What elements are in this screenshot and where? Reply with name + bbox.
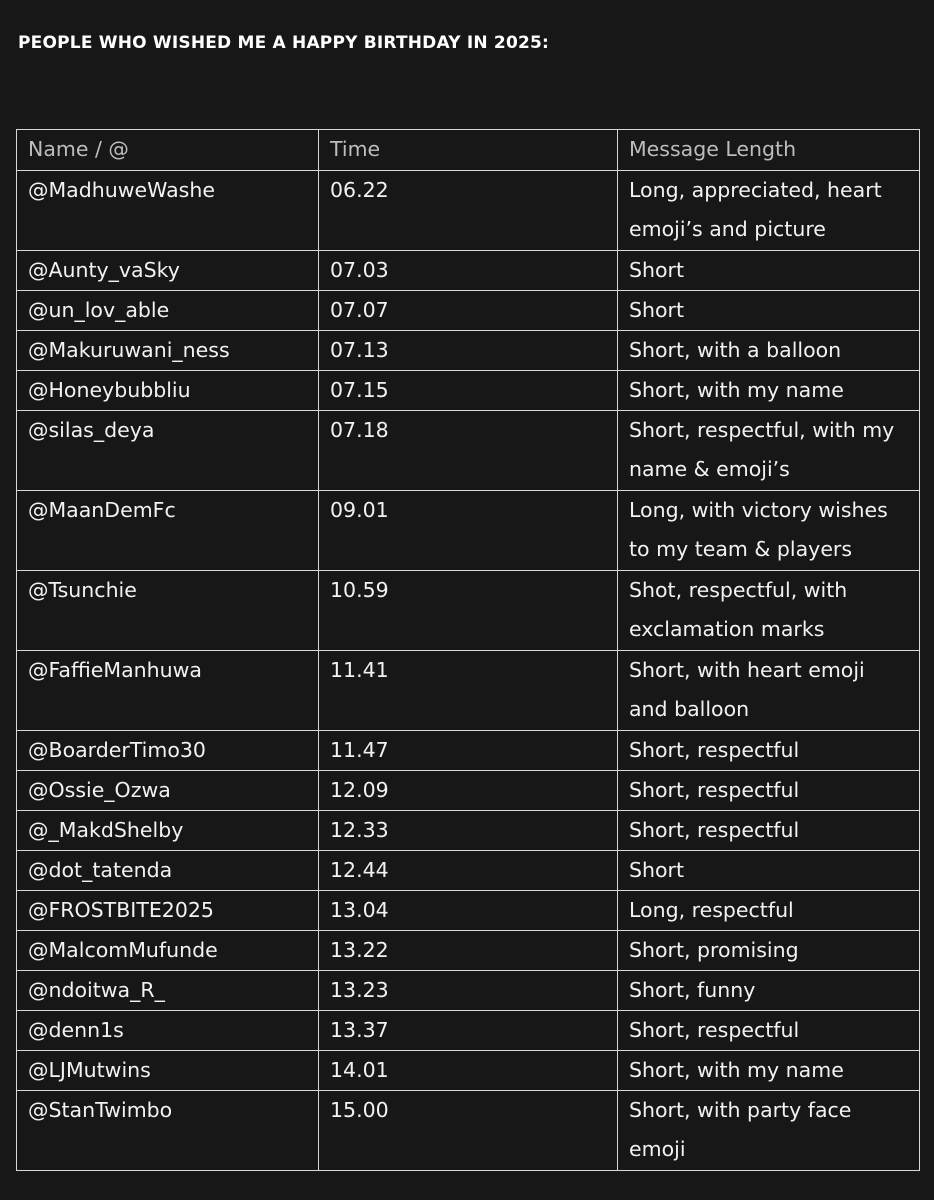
cell-message-length: Short, funny (618, 971, 920, 1011)
cell-message-length: Short, promising (618, 931, 920, 971)
cell-time: 07.07 (319, 291, 618, 331)
cell-message-length: Short, respectful (618, 1011, 920, 1051)
cell-message-length: Short, with a balloon (618, 331, 920, 371)
cell-message-length: Short, respectful (618, 771, 920, 811)
cell-message-length: Long, appreciated, heart emoji’s and picture (618, 171, 920, 251)
table-row (17, 571, 920, 651)
cell-time: 13.22 (319, 931, 618, 971)
cell-message-length: Long, with victory wishes to my team & players (618, 491, 920, 571)
cell-time: 06.22 (319, 171, 618, 251)
table-header-row (17, 130, 920, 171)
cell-name: @Ossie_Ozwa (17, 771, 319, 811)
cell-message-length: Short, with heart emoji and balloon (618, 651, 920, 731)
cell-message-length: Short (618, 251, 920, 291)
table-row (17, 491, 920, 571)
cell-message-length: Short, respectful (618, 811, 920, 851)
cell-name: @MalcomMufunde (17, 931, 319, 971)
cell-message-length: Short, respectful, with my name & emoji’s (618, 411, 920, 491)
cell-time: 11.41 (319, 651, 618, 731)
table-row (17, 171, 920, 251)
cell-message-length: Short (618, 291, 920, 331)
table-row (17, 291, 920, 331)
cell-message-length: Shot, respectful, with exclamation marks (618, 571, 920, 651)
cell-time: 10.59 (319, 571, 618, 651)
table-row (17, 371, 920, 411)
cell-name: @Honeybubbliu (17, 371, 319, 411)
table-row (17, 771, 920, 811)
cell-time: 07.15 (319, 371, 618, 411)
cell-time: 07.18 (319, 411, 618, 491)
column-header-time: Time (319, 130, 618, 171)
cell-name: @dot_tatenda (17, 851, 319, 891)
cell-time: 11.47 (319, 731, 618, 771)
table-row (17, 931, 920, 971)
table-row (17, 251, 920, 291)
cell-message-length: Short, with my name (618, 371, 920, 411)
cell-name: @FaffieManhuwa (17, 651, 319, 731)
cell-message-length: Short, respectful (618, 731, 920, 771)
cell-time: 12.33 (319, 811, 618, 851)
cell-time: 09.01 (319, 491, 618, 571)
cell-time: 15.00 (319, 1091, 618, 1171)
column-header-message-length: Message Length (618, 130, 920, 171)
cell-time: 13.23 (319, 971, 618, 1011)
cell-message-length: Long, respectful (618, 891, 920, 931)
cell-message-length: Short (618, 851, 920, 891)
table-row (17, 731, 920, 771)
table-row (17, 891, 920, 931)
cell-name: @Aunty_vaSky (17, 251, 319, 291)
cell-name: @un_lov_able (17, 291, 319, 331)
table-row (17, 851, 920, 891)
cell-name: @Tsunchie (17, 571, 319, 651)
cell-name: @MaanDemFc (17, 491, 319, 571)
cell-name: @ndoitwa_R_ (17, 971, 319, 1011)
cell-time: 07.03 (319, 251, 618, 291)
table-row (17, 811, 920, 851)
table-row (17, 651, 920, 731)
cell-name: @LJMutwins (17, 1051, 319, 1091)
table-row (17, 1091, 920, 1171)
cell-message-length: Short, with party face emoji (618, 1091, 920, 1171)
cell-time: 07.13 (319, 331, 618, 371)
cell-name: @MadhuweWashe (17, 171, 319, 251)
page-heading: PEOPLE WHO WISHED ME A HAPPY BIRTHDAY IN 2025: (18, 33, 550, 53)
cell-name: @denn1s (17, 1011, 319, 1051)
table-row (17, 971, 920, 1011)
cell-time: 13.04 (319, 891, 618, 931)
table-row (17, 1011, 920, 1051)
cell-name: @BoarderTimo30 (17, 731, 319, 771)
table-row (17, 411, 920, 491)
cell-name: @Makuruwani_ness (17, 331, 319, 371)
cell-time: 13.37 (319, 1011, 618, 1051)
cell-name: @FROSTBITE2025 (17, 891, 319, 931)
birthday-wishes-table (16, 129, 920, 1171)
table-row (17, 331, 920, 371)
cell-message-length: Short, with my name (618, 1051, 920, 1091)
cell-name: @silas_deya (17, 411, 319, 491)
cell-name: @_MakdShelby (17, 811, 319, 851)
column-header-name: Name / @ (17, 130, 319, 171)
cell-time: 12.44 (319, 851, 618, 891)
cell-time: 14.01 (319, 1051, 618, 1091)
cell-name: @StanTwimbo (17, 1091, 319, 1171)
cell-time: 12.09 (319, 771, 618, 811)
table-row (17, 1051, 920, 1091)
